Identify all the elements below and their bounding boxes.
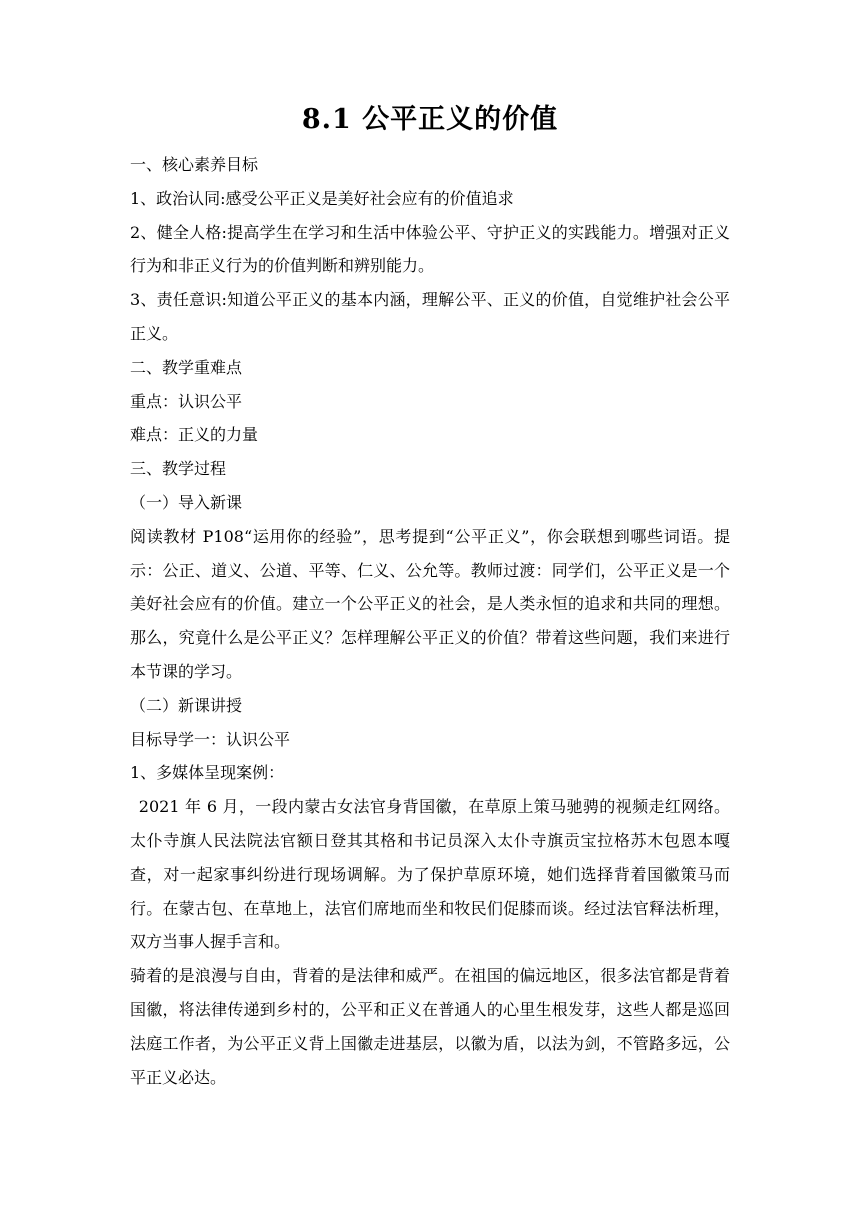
- multimedia-case-heading: 1、多媒体呈现案例：: [130, 763, 285, 783]
- objective-political: 1、政治认同:感受公平正义是美好社会应有的价值追求: [130, 188, 514, 208]
- case-paragraph: 2021 年 6 月，一段内蒙古女法官身背国徽，在草原上策马驰骋的视频走红网络。太仆寺旗人民法院法官额日登其其格和书记员深入太仆寺旗贡宝拉格苏木包恩本嘎查，对一起家事纠纷进行现场调解。为了保护草原环境，她们选择背着国徽策马而行。在蒙古包、在草地上，法官们席地而坐和牧民们促膝而谈。经过法官释法析理，双方当事人握手言和。: [130, 797, 730, 952]
- key-point: 重点：认识公平: [130, 391, 243, 411]
- section-heading-process: 三、教学过程: [130, 459, 227, 479]
- section-heading-objectives: 一、核心素养目标: [130, 155, 259, 174]
- objective-responsibility: 3、责任意识:知道公平正义的基本内涵，理解公平、正义的价值，自觉维护社会公平正义。: [130, 290, 730, 343]
- intro-paragraph: 阅读教材 P108“运用你的经验”，思考提到“公平正义”，你会联想到哪些词语。提示：公正、道义、公道、平等、仁义、公允等。教师过渡：同学们，公平正义是一个美好社会应有的价值。建立一个公平正义的社会，是人类永恒的追求和共同的理想。那么，究竟什么是公平正义？怎样理解公平正义的价值？带着这些问题，我们来进行本节课的学习。: [130, 526, 730, 681]
- goal-heading-fairness: 目标导学一：认识公平: [130, 729, 291, 749]
- difficult-point: 难点：正义的力量: [130, 425, 259, 445]
- section-heading-key-points: 二、教学重难点: [130, 357, 243, 377]
- subsection-heading-lecture: （二）新课讲授: [130, 695, 243, 715]
- subsection-heading-intro: （一）导入新课: [130, 492, 243, 512]
- document-body: [130, 148, 730, 1094]
- page-title: 8.1 公平正义的价值: [301, 104, 559, 135]
- objective-personality: 2、健全人格:提高学生在学习和生活中体验公平、守护正义的实践能力。增强对正义行为和非正义行为的价值判断和辨别能力。: [130, 222, 730, 276]
- reflection-paragraph: 骑着的是浪漫与自由，背着的是法律和威严。在祖国的偏远地区，很多法官都是背着国徽，将法律传递到乡村的，公平和正义在普通人的心里生根发芽，这些人都是巡回法庭工作者，为公平正义背上国徽走进基层，以徽为盾，以法为剑，不管路多远，公平正义必达。: [130, 966, 730, 1087]
